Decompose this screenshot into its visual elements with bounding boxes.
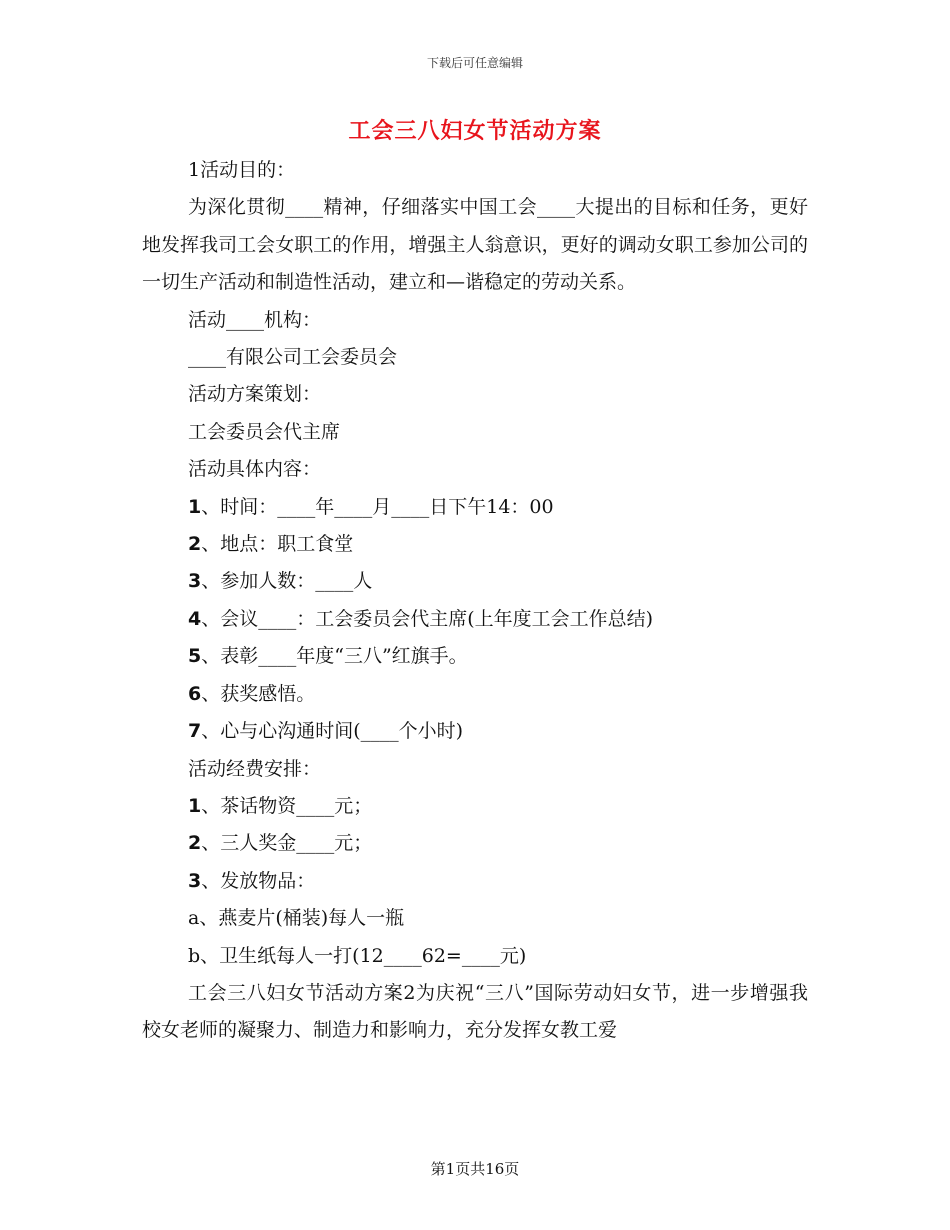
list-item-number: 6: [188, 682, 202, 705]
header-note: 下载后可任意编辑: [426, 56, 523, 70]
budget-item: [142, 863, 808, 900]
document-title: 工会三八妇女节活动方案: [348, 118, 602, 144]
list-item-number: 3: [188, 570, 202, 593]
plan2-paragraph: 工会三八妇女节活动方案2为庆祝“三八”国际劳动妇女节，进一步增强我校女老师的凝聚力、制造力和影响力，充分发挥女教工爱: [142, 981, 808, 1042]
list-item-text: 、心与心沟通时间(____个小时): [201, 720, 464, 743]
budget-item-text: 、三人奖金____元；: [201, 832, 373, 855]
section-purpose-heading: 1活动目的：: [188, 159, 296, 181]
budget-item: [142, 788, 808, 825]
planner-name: 工会委员会代主席: [188, 420, 341, 443]
budget-item-text: 、发放物品：: [201, 869, 316, 892]
purpose-paragraph: 为深化贯彻____精神，仔细落实中国工会____大提出的目标和任务，更好地发挥我司工会女职工的作用，增强主人翁意识，更好的调动女职工参加公司的一切生产活动和制造性活动，建立和—谐稳定的劳动关系。: [142, 196, 808, 294]
list-item-number: 5: [188, 645, 202, 668]
budget-item-number: 3: [188, 869, 202, 892]
sub-item: b、卫生纸每人一打(12____62=____元): [188, 944, 527, 967]
sub-item: a、燕麦片(桶装)每人一瓶: [188, 907, 405, 930]
list-item: [142, 638, 808, 675]
list-item: [142, 713, 808, 750]
list-item-number: 4: [188, 607, 202, 630]
budget-heading: 活动经费安排：: [188, 757, 322, 780]
budget-item: [142, 825, 808, 862]
list-item-text: 、地点：职工食堂: [201, 533, 354, 556]
list-item-number: 2: [188, 533, 202, 556]
page-footer: 第1页共16页: [430, 1160, 520, 1178]
list-item-text: 、会议____：工会委员会代主席(上年度工会工作总结): [201, 607, 654, 630]
list-item-text: 、时间：____年____月____日下午14：00: [201, 495, 554, 518]
budget-item-number: 1: [188, 794, 202, 817]
list-item: [142, 489, 808, 526]
list-item-text: 、获奖感悟。: [201, 682, 316, 705]
list-item: [142, 563, 808, 600]
list-item-text: 、表彰____年度“三八”红旗手。: [201, 645, 468, 668]
organizer-name: ____有限公司工会委员会: [188, 346, 398, 369]
planner-heading: 活动方案策划：: [188, 383, 322, 406]
list-item-text: 、参加人数：____人: [201, 570, 373, 593]
budget-item-number: 2: [188, 832, 202, 855]
content-heading: 活动具体内容：: [188, 458, 322, 481]
list-item: [142, 676, 808, 713]
list-item: [142, 601, 808, 638]
organizer-heading: 活动____机构：: [188, 308, 322, 331]
list-item-number: 7: [188, 720, 202, 743]
document-body: [142, 152, 808, 1050]
budget-item-text: 、茶话物资____元；: [201, 794, 373, 817]
list-item-number: 1: [188, 495, 202, 518]
list-item: [142, 526, 808, 563]
